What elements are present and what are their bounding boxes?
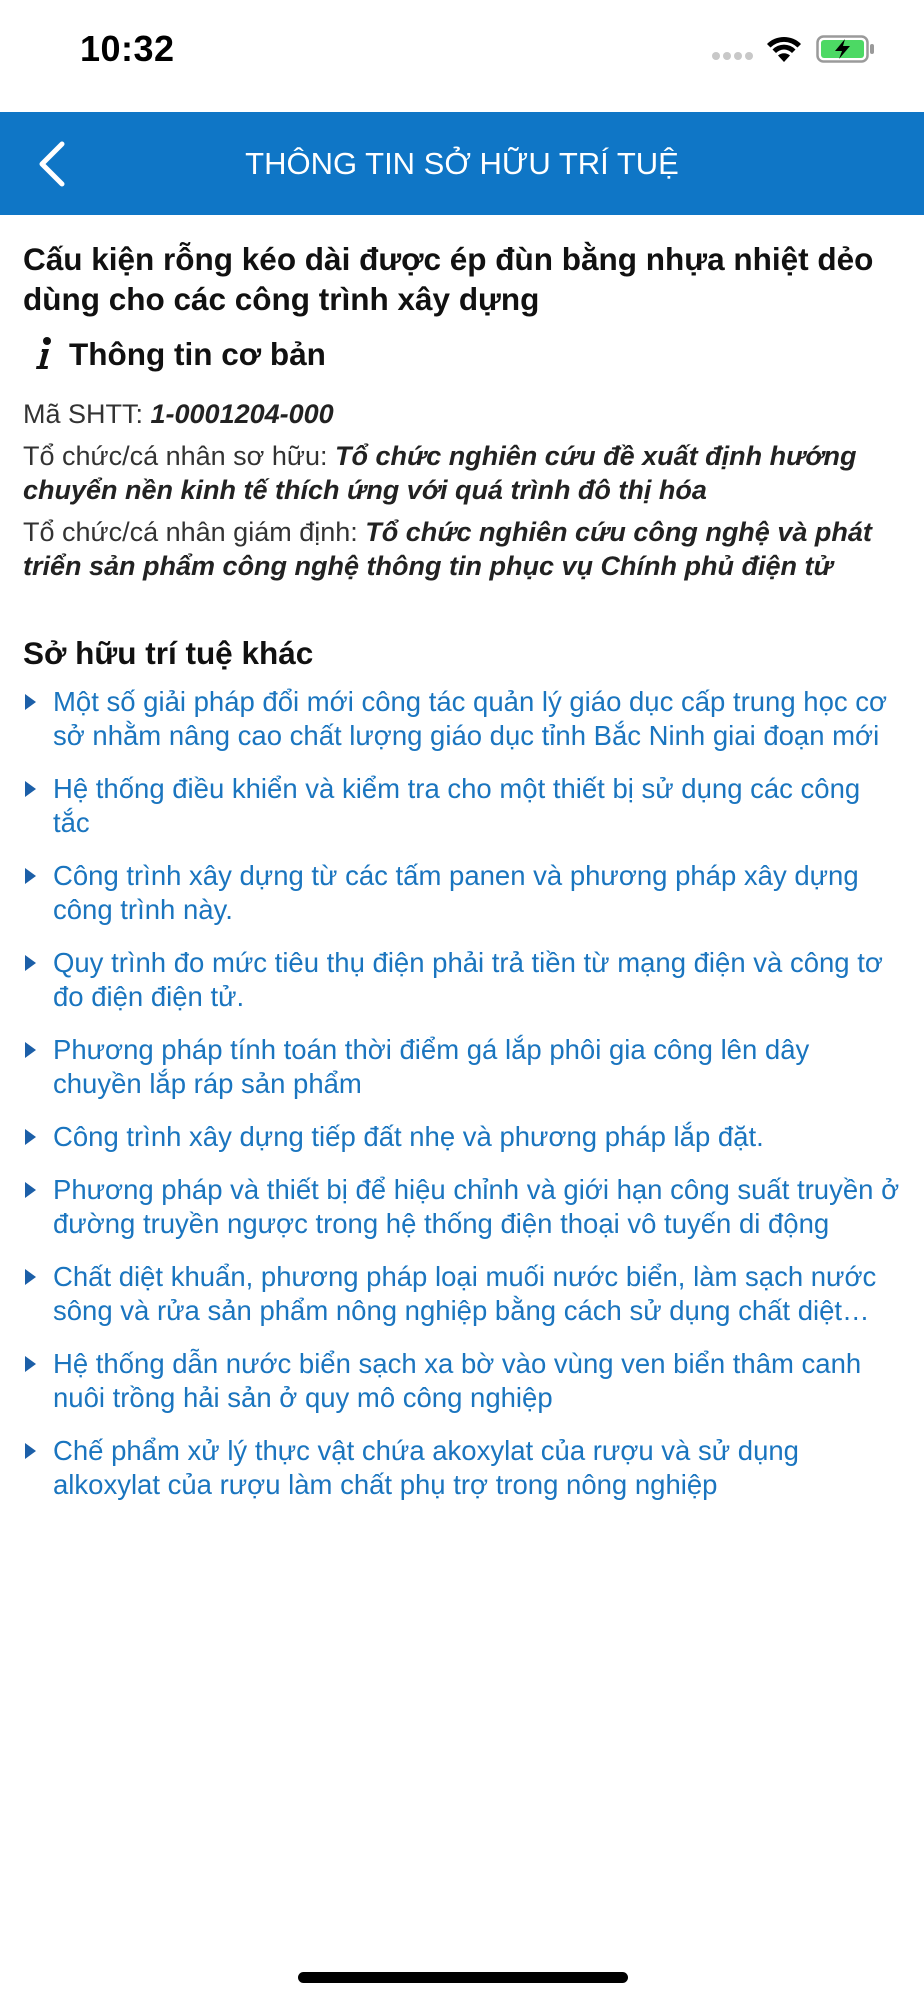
triangle-right-icon — [25, 1356, 36, 1372]
back-button[interactable] — [22, 134, 82, 194]
ip-code-row — [23, 397, 903, 431]
related-item[interactable] — [23, 859, 903, 927]
status-time: 10:32 — [80, 28, 175, 69]
triangle-right-icon — [25, 1182, 36, 1198]
related-item[interactable] — [23, 1120, 903, 1154]
related-item-text: Hệ thống dẫn nước biển sạch xa bờ vào vùng ven biển thâm canh nuôi trồng hải sản ở quy mô công nghiệp — [53, 1348, 862, 1413]
nav-title: THÔNG TIN SỞ HỮU TRÍ TUỆ — [245, 146, 679, 181]
basic-info-title: Thông tin cơ bản — [69, 335, 326, 372]
status-bar — [0, 0, 924, 110]
info-icon — [23, 333, 65, 375]
owner-label: Tổ chức/cá nhân sơ hữu: — [23, 441, 336, 471]
cellular-signal-icon — [712, 52, 754, 62]
related-item[interactable] — [23, 1434, 903, 1502]
related-item[interactable] — [23, 1260, 903, 1328]
related-item-text: Công trình xây dựng tiếp đất nhẹ và phương pháp lắp đặt. — [53, 1121, 764, 1152]
related-item-text: Chất diệt khuẩn, phương pháp loại muối nước biển, làm sạch nước sông và rửa sản phẩm nông nghiệp bằng cách sử dụng chất diệt — [53, 1261, 877, 1326]
triangle-right-icon — [25, 694, 36, 710]
chevron-left-icon — [36, 140, 68, 188]
ip-code-value: 1-0001204-000 — [150, 399, 334, 429]
related-item-text: Công trình xây dựng từ các tấm panen và phương pháp xây dựng công trình này. — [53, 860, 859, 925]
page-title: Cấu kiện rỗng kéo dài được ép đùn bằng nhựa nhiệt dẻo dùng cho các công trình xây dựng — [23, 241, 874, 317]
related-item[interactable] — [23, 946, 903, 1014]
detail-content — [23, 215, 903, 1521]
owner-row — [23, 439, 903, 507]
appraiser-label: Tổ chức/cá nhân giám định: — [23, 517, 366, 547]
related-item-text: Một số giải pháp đổi mới công tác quản lý giáo dục cấp trung học cơ sở nhằm nâng cao chất lượng giáo dục tỉnh Bắc Ninh giai đoạn mới — [53, 686, 888, 751]
related-item-text: Phương pháp tính toán thời điểm gá lắp phôi gia công lên dây chuyền lắp ráp sản phẩm — [53, 1034, 810, 1099]
home-indicator[interactable] — [298, 1972, 628, 1983]
related-item-text: Chế phẩm xử lý thực vật chứa akoxylat của rượu và sử dụng alkoxylat của rượu làm chất phụ trợ trong nông nghiệp — [53, 1435, 799, 1500]
related-section-title: Sở hữu trí tuệ khác — [23, 635, 314, 671]
related-item[interactable] — [23, 1347, 903, 1415]
triangle-right-icon — [25, 955, 36, 971]
triangle-right-icon — [25, 1129, 36, 1145]
related-item-text: Hệ thống điều khiển và kiểm tra cho một thiết bị sử dụng các công tắc — [53, 773, 861, 838]
navigation-bar — [0, 112, 924, 215]
wifi-icon — [764, 34, 804, 64]
appraiser-value: Tổ chức nghiên cứu công nghệ và phát triển sản phẩm công nghệ thông tin phục vụ Chính phủ điện tử — [23, 517, 872, 581]
triangle-right-icon — [25, 868, 36, 884]
appraiser-row — [23, 515, 903, 583]
triangle-right-icon — [25, 1269, 36, 1285]
basic-info-header — [23, 331, 903, 377]
owner-value: Tổ chức nghiên cứu đề xuất định hướng chuyển nền kinh tế thích ứng với quá trình đô thị hóa — [23, 441, 857, 505]
related-item-text: Quy trình đo mức tiêu thụ điện phải trả tiền từ mạng điện và công tơ đo điện điện tử. — [53, 947, 883, 1012]
battery-charging-icon — [816, 34, 876, 64]
triangle-right-icon — [25, 1042, 36, 1058]
related-item-text: Phương pháp và thiết bị để hiệu chỉnh và giới hạn công suất truyền ở đường truyền ngược trong hệ thống điện thoại vô tuyến di động — [53, 1174, 900, 1239]
triangle-right-icon — [25, 781, 36, 797]
ip-code-label: Mã SHTT: — [23, 399, 151, 429]
related-item[interactable] — [23, 1173, 903, 1241]
related-list — [23, 685, 903, 1502]
related-item[interactable] — [23, 772, 903, 840]
related-item[interactable] — [23, 1033, 903, 1101]
related-item[interactable] — [23, 685, 903, 753]
triangle-right-icon — [25, 1443, 36, 1459]
